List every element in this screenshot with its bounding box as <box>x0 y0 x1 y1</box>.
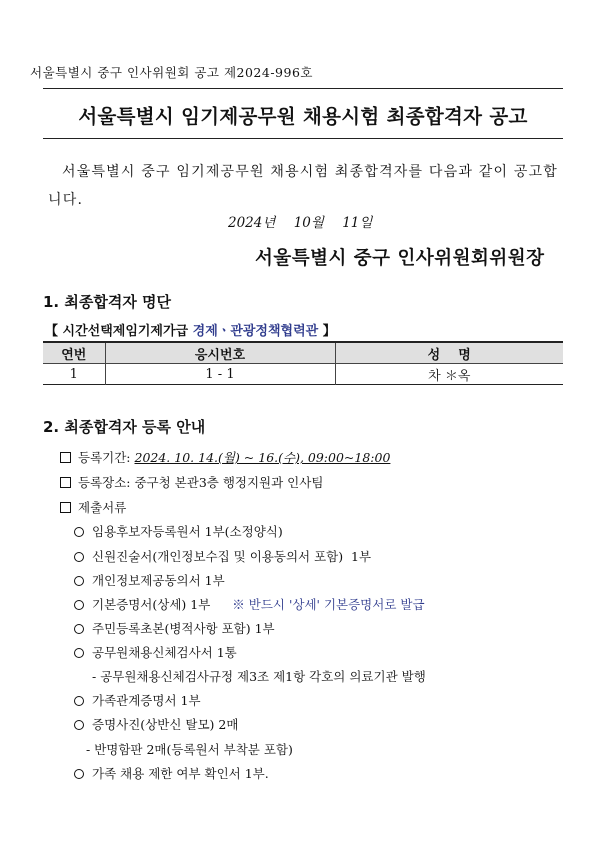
notice-number: 서울특별시 중구 인사위원회 공고 제2024-996호 <box>30 65 313 80</box>
square-bullet-icon <box>60 502 71 513</box>
list-item: 공무원채용신체검사서 1통 <box>74 643 237 661</box>
list-item: 증명사진(상반신 탈모) 2매 <box>74 715 238 733</box>
result-table <box>43 341 563 385</box>
circle-bullet-icon <box>74 552 84 562</box>
list-item: 신원진술서(개인정보수집 및 이용동의서 포함) 1부 <box>74 547 371 565</box>
list-item: 기본증명서(상세) 1부 ※ 반드시 '상세' 기본증명서로 발급 <box>74 595 425 613</box>
circle-bullet-icon <box>74 696 84 706</box>
circle-bullet-icon <box>74 624 84 634</box>
notice-date: 2024년 10월 11일 <box>228 215 373 231</box>
category-suffix: 】 <box>318 324 336 339</box>
place-line <box>60 473 323 491</box>
circle-bullet-icon <box>74 527 84 537</box>
intro-text: 서울특별시 중구 임기제공무원 채용시험 최종합격자를 다음과 같이 공고합니다. <box>48 164 558 208</box>
section1-heading: 1. 최종합격자 명단 <box>43 293 172 311</box>
square-bullet-icon <box>60 477 71 488</box>
period-line <box>60 448 390 466</box>
docs-label: 제출서류 <box>78 500 127 515</box>
period-value: 2024. 10. 14.(월) ~ 16.(수), 09:00~18:00 <box>134 450 391 465</box>
list-item: 개인정보제공동의서 1부 <box>74 571 225 589</box>
list-item: 가족 채용 제한 여부 확인서 1부. <box>74 764 269 782</box>
circle-bullet-icon <box>74 720 84 730</box>
table-header-row <box>43 342 563 364</box>
cell-no: 1 <box>69 366 78 382</box>
signer: 서울특별시 중구 인사위원회위원장 <box>255 248 545 269</box>
square-bullet-icon <box>60 452 71 463</box>
doc-note-medical: - 공무원채용신체검사규정 제3조 제1항 각호의 의료기관 발행 <box>92 669 426 684</box>
doc-note-photo: - 반명함판 2매(등록원서 부착분 포함) <box>86 742 293 757</box>
docs-label-line <box>60 498 126 516</box>
category-field: 경제ㆍ관광정책협력관 <box>192 324 319 339</box>
cell-exam-no: 1 - 1 <box>105 364 335 385</box>
col-header-name: 성 명 <box>335 342 563 364</box>
category-prefix: 【 시간선택제임기제가급 <box>45 324 193 339</box>
list-item: 가족관계증명서 1부 <box>74 691 201 709</box>
circle-bullet-icon <box>74 769 84 779</box>
table-row <box>43 364 563 385</box>
circle-bullet-icon <box>74 600 84 610</box>
title-bottom-rule <box>43 138 563 139</box>
section2-heading: 2. 최종합격자 등록 안내 <box>43 418 206 436</box>
cell-name: 차 ＊옥 <box>335 364 563 385</box>
circle-bullet-icon <box>74 576 84 586</box>
page-title: 서울특별시 임기제공무원 채용시험 최종합격자 공고 <box>78 105 528 128</box>
col-header-no: 연번 <box>43 342 105 364</box>
list-item: 주민등록초본(병적사항 포함) 1부 <box>74 619 275 637</box>
category-label <box>45 320 336 339</box>
place-text: 등록장소: 중구청 본관3층 행정지원과 인사팀 <box>78 475 324 490</box>
title-top-rule <box>43 88 563 89</box>
circle-bullet-icon <box>74 648 84 658</box>
period-label: 등록기간: <box>78 450 135 465</box>
list-item: 임용후보자등록원서 1부(소정양식) <box>74 522 283 540</box>
doc-note-detailed-certificate: ※ 반드시 '상세' 기본증명서로 발급 <box>232 597 425 612</box>
col-header-exam-no: 응시번호 <box>105 342 335 364</box>
